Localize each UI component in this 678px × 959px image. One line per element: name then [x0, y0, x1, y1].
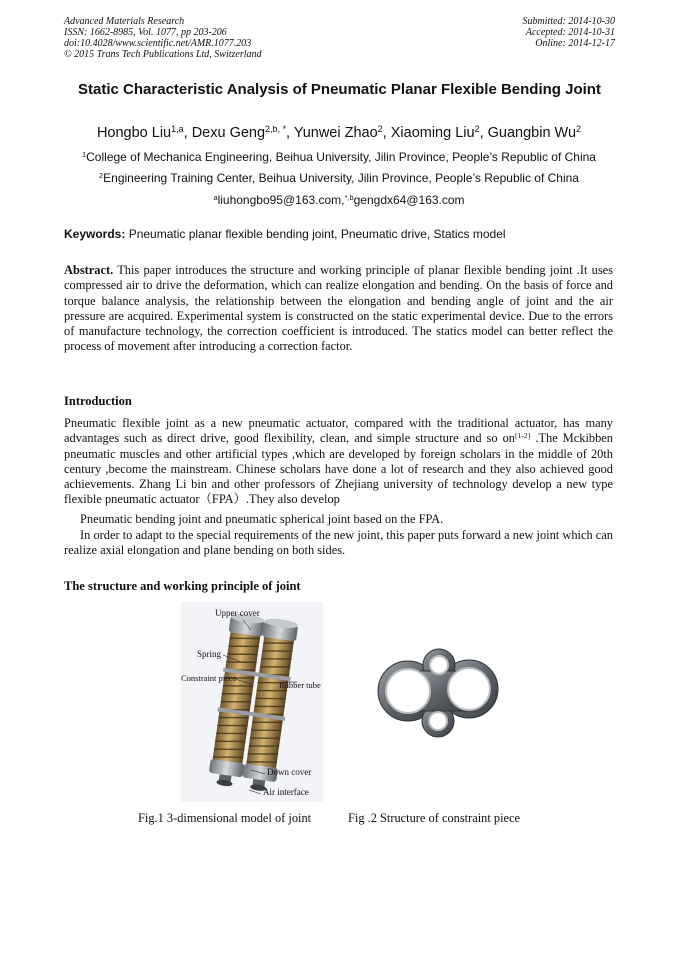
intro-paragraph-3: In order to adapt to the special requirements of the new joint, this paper puts forward a new joint which can realize axial elongation and plane bending on both sides.: [64, 528, 613, 558]
journal-name: Advanced Materials Research: [64, 16, 185, 27]
email-line: $^a$liuhongbo95@163.com,$^{*,b}$gengdx64@163.com: [213, 192, 465, 207]
author: Guangbin Wu$^2$: [487, 124, 582, 141]
structure-heading: The structure and working principle of joint: [64, 579, 301, 593]
label-constraint-piece: Constraint piece: [181, 673, 237, 683]
intro-paragraph-1: Pneumatic flexible joint as a new pneumatic actuator, compared with the traditional actuator, has many advantages such as direct drive, good flexibility, clean, and simple structure and so on[1-2] .The Mckibben pneumatic muscles and other artificial types ,which are developed by foreign scholars in the middle of 20th century ,become the mainstream. Chinese scholars have done a lot of research and they also achieved good achievements. Zhang Li bin and other professors of Zhejiang university of technology develop a new type flexible pneumatic actuator（FPA）.They also develop: [64, 416, 613, 507]
introduction-heading: Introduction: [64, 394, 132, 408]
keywords: Keywords: Pneumatic planar flexible bending joint, Pneumatic drive, Statics model: [64, 227, 506, 241]
constraint-piece-illustration: [372, 645, 504, 745]
affiliation-2: $^2$Engineering Training Center, Beihua University, Jilin Province, People’s Republic of China: [99, 170, 579, 185]
paper-title: Static Characteristic Analysis of Pneumatic Planar Flexible Bending Joint: [78, 81, 601, 98]
doi-line: doi:10.4028/www.scientific.net/AMR.1077.203: [64, 38, 252, 49]
author: Yunwei Zhao$^2$,: [293, 124, 391, 141]
issn-line: ISSN: 1662-8985, Vol. 1077, pp 203-206: [64, 27, 227, 38]
label-upper-cover: Upper cover: [215, 608, 260, 618]
author: Dexu Geng$^{2,b, *}$,: [191, 124, 294, 141]
figure-2-caption: Fig .2 Structure of constraint piece: [348, 811, 521, 825]
figure-1-joint-model: [181, 602, 323, 802]
affiliation-1: $^1$College of Mechanica Engineering, Beihua University, Jilin Province, People’s Republic of China: [82, 149, 596, 164]
abstract: Abstract. This paper introduces the structure and working principle of planar flexible bending joint .It uses compressed air to drive the deformation, which can realize elongation and bending. On the basis of force and torque balance analysis, the relationship between the elongation and bending angle of joint and the air pressure are acquired. Experimental system is constructed on the static experimental device. Due to the errors of manufacture technology, the correction coefficient is introduced. The statics model can better reflect the process of movement after introducing a correction factor.: [64, 263, 613, 354]
journal-header: [64, 16, 262, 60]
online-date: Online: 2014-12-17: [535, 38, 615, 49]
label-rubber-tube: Rubber tube: [279, 680, 321, 690]
label-spring: Spring: [197, 649, 222, 659]
label-air-interface: Air interface: [263, 787, 309, 797]
joint-illustration: [181, 602, 323, 802]
submitted-date: Submitted: 2014-10-30: [522, 16, 615, 27]
dates-header: [523, 16, 616, 49]
label-down-cover: Down cover: [267, 767, 312, 777]
accepted-date: Accepted: 2014-10-31: [525, 27, 615, 38]
figure-2-constraint-piece: [372, 645, 504, 745]
author: Hongbo Liu$^{1,a}$,: [96, 124, 192, 141]
author-list: [40, 124, 638, 142]
author: Xiaoming Liu$^2$,: [390, 124, 488, 141]
figure-1-caption: Fig.1 3-dimensional model of joint: [138, 811, 312, 825]
copyright-line: © 2015 Trans Tech Publications Ltd, Switzerland: [64, 49, 262, 60]
intro-paragraph-2: Pneumatic bending joint and pneumatic spherical joint based on the FPA.: [80, 512, 444, 526]
